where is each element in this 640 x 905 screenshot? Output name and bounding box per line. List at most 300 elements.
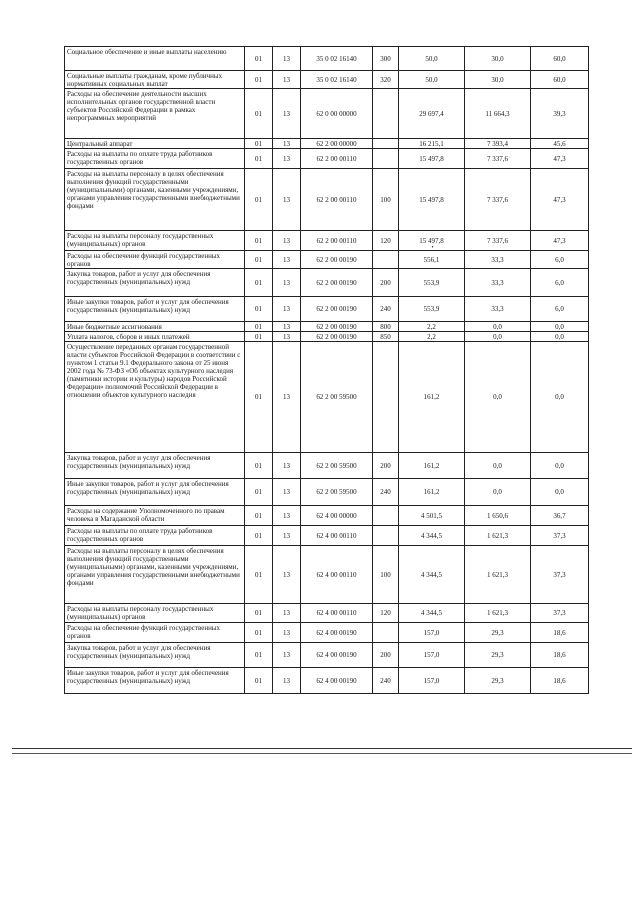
actual-amount-text: 29,3	[491, 651, 504, 659]
planned-amount-cell	[399, 297, 465, 322]
planned-amount-cell	[399, 47, 465, 71]
expense-type-cell	[373, 71, 399, 89]
execution-percent-cell	[531, 322, 589, 332]
row-name-text: Осуществление переданных органам государственной власти субъектов Российской Федерации в соответствии с пунктом 1 статьи 9.1 Федерального закона от 25 июня 2002 года № 73-ФЗ «Об объектах культурного наследия (памятники истории и культуры) народов Российской Федерации» полномочий Российской Федерации в отношении объектов культурного наследия	[67, 343, 241, 399]
subsection-code-cell	[273, 139, 301, 149]
planned-amount-cell	[399, 231, 465, 251]
planned-amount-text: 556,1	[423, 255, 440, 264]
section-code-text: 01	[255, 154, 262, 163]
actual-amount-cell	[465, 269, 531, 297]
expense-type-text: 120	[380, 609, 391, 617]
section-code-cell	[245, 546, 273, 604]
execution-percent-text: 47,3	[553, 236, 566, 245]
row-name-text: Иные бюджетные ассигнования	[67, 323, 162, 331]
planned-amount-text: 157,0	[423, 676, 440, 685]
actual-amount-text: 7 393,4	[487, 139, 508, 148]
row-name-text: Социальные выплаты гражданам, кроме публичных нормативных социальных выплат	[67, 72, 223, 88]
planned-amount-text: 553,9	[423, 305, 440, 313]
expense-type-text: 320	[380, 75, 391, 84]
row-name-text: Уплата налогов, сборов и иных платежей	[67, 333, 190, 341]
section-code-text: 01	[255, 488, 262, 496]
table-row	[65, 169, 589, 231]
table-row	[65, 139, 589, 149]
section-code-text: 01	[255, 651, 262, 659]
actual-amount-text: 1 621,3	[487, 570, 508, 579]
actual-amount-text: 0,0	[493, 393, 502, 401]
expense-type-cell	[373, 169, 399, 231]
actual-amount-cell	[465, 169, 531, 231]
expense-type-text: 200	[380, 461, 391, 470]
execution-percent-cell	[531, 453, 589, 479]
expense-type-text: 850	[380, 332, 391, 341]
row-name-text: Закупка товаров, работ и услуг для обеспечения государственных (муниципальных) нужд	[67, 454, 211, 470]
planned-amount-cell	[399, 546, 465, 604]
target-article-cell	[301, 332, 373, 342]
actual-amount-text: 7 337,6	[487, 236, 508, 245]
row-name-text: Иные закупки товаров, работ и услуг для обеспечения государственных (муниципальных) нужд	[67, 480, 229, 496]
target-article-text: 62 4 00 00000	[316, 511, 357, 520]
row-name-cell	[65, 297, 245, 322]
row-name-cell	[65, 643, 245, 668]
execution-percent-text: 0,0	[555, 488, 564, 496]
execution-percent-text: 37,3	[553, 609, 566, 617]
section-code-text: 01	[255, 322, 262, 331]
section-code-cell	[245, 453, 273, 479]
section-code-cell	[245, 643, 273, 668]
target-article-text: 62 4 00 00190	[316, 676, 357, 685]
table-row	[65, 71, 589, 89]
section-code-cell	[245, 332, 273, 342]
actual-amount-cell	[465, 506, 531, 526]
actual-amount-cell	[465, 342, 531, 453]
row-name-text: Расходы на обеспечение функций государственных органов	[67, 252, 221, 268]
subsection-code-text: 13	[283, 628, 290, 637]
section-code-cell	[245, 71, 273, 89]
execution-percent-cell	[531, 269, 589, 297]
subsection-code-text: 13	[283, 511, 290, 520]
row-name-text: Расходы на выплаты персоналу государственных (муниципальных) органов	[67, 232, 214, 248]
planned-amount-text: 2,2	[427, 322, 436, 331]
execution-percent-text: 6,0	[555, 255, 564, 264]
subsection-code-cell	[273, 251, 301, 269]
planned-amount-cell	[399, 623, 465, 643]
actual-amount-text: 0,0	[493, 488, 502, 496]
subsection-code-text: 13	[283, 676, 290, 685]
execution-percent-cell	[531, 526, 589, 546]
actual-amount-cell	[465, 332, 531, 342]
section-code-cell	[245, 604, 273, 623]
row-name-text: Закупка товаров, работ и услуг для обеспечения государственных (муниципальных) нужд	[67, 644, 211, 660]
target-article-text: 62 4 00 00190	[316, 651, 357, 659]
planned-amount-text: 161,2	[423, 393, 440, 401]
planned-amount-cell	[399, 604, 465, 623]
planned-amount-text: 2,2	[427, 332, 436, 341]
table-row	[65, 643, 589, 668]
planned-amount-cell	[399, 332, 465, 342]
row-name-cell	[65, 47, 245, 71]
table-row	[65, 231, 589, 251]
actual-amount-text: 0,0	[493, 332, 502, 341]
target-article-cell	[301, 269, 373, 297]
section-code-text: 01	[255, 609, 262, 617]
execution-percent-cell	[531, 71, 589, 89]
expense-type-text: 240	[380, 305, 391, 313]
execution-percent-text: 0,0	[555, 322, 564, 331]
expense-type-cell	[373, 139, 399, 149]
table-row	[65, 479, 589, 506]
execution-percent-text: 60,0	[553, 75, 566, 84]
section-code-cell	[245, 89, 273, 139]
section-code-cell	[245, 506, 273, 526]
actual-amount-cell	[465, 251, 531, 269]
section-code-text: 01	[255, 511, 262, 520]
target-article-cell	[301, 169, 373, 231]
row-name-text: Центральный аппарат	[67, 140, 133, 148]
execution-percent-text: 0,0	[555, 393, 564, 401]
footer-rule	[12, 748, 632, 749]
section-code-text: 01	[255, 54, 262, 63]
expense-type-text: 100	[380, 570, 391, 579]
expense-type-text: 100	[380, 195, 391, 204]
target-article-text: 62 2 00 00190	[316, 322, 357, 331]
planned-amount-cell	[399, 506, 465, 526]
target-article-cell	[301, 71, 373, 89]
table-row	[65, 668, 589, 694]
budget-table	[64, 46, 589, 694]
execution-percent-cell	[531, 479, 589, 506]
actual-amount-cell	[465, 453, 531, 479]
subsection-code-text: 13	[283, 109, 290, 118]
target-article-cell	[301, 89, 373, 139]
expense-type-text: 120	[380, 236, 391, 245]
expense-type-cell	[373, 322, 399, 332]
target-article-text: 62 4 00 00110	[316, 570, 357, 579]
section-code-cell	[245, 479, 273, 506]
actual-amount-text: 33,3	[491, 278, 504, 287]
execution-percent-text: 47,3	[553, 154, 566, 163]
row-name-cell	[65, 139, 245, 149]
actual-amount-text: 33,3	[491, 255, 504, 264]
target-article-cell	[301, 231, 373, 251]
table-row	[65, 47, 589, 71]
section-code-text: 01	[255, 531, 262, 540]
execution-percent-cell	[531, 139, 589, 149]
target-article-text: 62 4 00 00190	[316, 628, 357, 637]
target-article-cell	[301, 139, 373, 149]
target-article-cell	[301, 47, 373, 71]
row-name-cell	[65, 251, 245, 269]
target-article-text: 62 2 00 00190	[316, 305, 357, 313]
actual-amount-cell	[465, 668, 531, 694]
subsection-code-cell	[273, 453, 301, 479]
expense-type-cell	[373, 546, 399, 604]
subsection-code-cell	[273, 546, 301, 604]
subsection-code-text: 13	[283, 393, 290, 401]
planned-amount-cell	[399, 668, 465, 694]
row-name-cell	[65, 89, 245, 139]
subsection-code-text: 13	[283, 322, 290, 331]
actual-amount-cell	[465, 231, 531, 251]
actual-amount-text: 0,0	[493, 461, 502, 470]
table-row	[65, 322, 589, 332]
target-article-cell	[301, 668, 373, 694]
section-code-text: 01	[255, 570, 262, 579]
expense-type-text: 240	[380, 488, 391, 496]
execution-percent-cell	[531, 623, 589, 643]
execution-percent-text: 60,0	[553, 54, 566, 63]
row-name-cell	[65, 453, 245, 479]
row-name-cell	[65, 169, 245, 231]
subsection-code-text: 13	[283, 332, 290, 341]
table-row	[65, 342, 589, 453]
row-name-cell	[65, 526, 245, 546]
subsection-code-cell	[273, 623, 301, 643]
planned-amount-text: 15 497,8	[419, 154, 444, 163]
subsection-code-text: 13	[283, 139, 290, 148]
table-row	[65, 251, 589, 269]
row-name-text: Иные закупки товаров, работ и услуг для обеспечения государственных (муниципальных) нужд	[67, 298, 229, 314]
execution-percent-text: 45,6	[553, 139, 566, 148]
row-name-cell	[65, 231, 245, 251]
target-article-cell	[301, 604, 373, 623]
actual-amount-cell	[465, 89, 531, 139]
subsection-code-text: 13	[283, 609, 290, 617]
subsection-code-cell	[273, 71, 301, 89]
subsection-code-text: 13	[283, 75, 290, 84]
section-code-cell	[245, 139, 273, 149]
section-code-cell	[245, 251, 273, 269]
subsection-code-text: 13	[283, 236, 290, 245]
expense-type-cell	[373, 269, 399, 297]
row-name-cell	[65, 332, 245, 342]
section-code-cell	[245, 149, 273, 169]
section-code-text: 01	[255, 628, 262, 637]
subsection-code-cell	[273, 332, 301, 342]
planned-amount-text: 4 344,5	[421, 570, 442, 579]
planned-amount-cell	[399, 169, 465, 231]
budget-table-body	[65, 47, 589, 694]
section-code-text: 01	[255, 393, 262, 401]
subsection-code-text: 13	[283, 54, 290, 63]
subsection-code-cell	[273, 342, 301, 453]
planned-amount-text: 15 497,8	[419, 236, 444, 245]
table-row	[65, 297, 589, 322]
subsection-code-cell	[273, 149, 301, 169]
execution-percent-cell	[531, 251, 589, 269]
section-code-cell	[245, 231, 273, 251]
expense-type-cell	[373, 479, 399, 506]
planned-amount-text: 50,0	[425, 75, 438, 84]
actual-amount-cell	[465, 139, 531, 149]
expense-type-cell	[373, 231, 399, 251]
subsection-code-cell	[273, 269, 301, 297]
expense-type-cell	[373, 251, 399, 269]
execution-percent-text: 18,6	[553, 676, 566, 685]
row-name-text: Закупка товаров, работ и услуг для обеспечения государственных (муниципальных) нужд	[67, 270, 211, 286]
subsection-code-text: 13	[283, 154, 290, 163]
target-article-text: 62 4 00 00110	[316, 609, 357, 617]
actual-amount-text: 1 621,3	[487, 609, 508, 617]
target-article-text: 62 2 00 00000	[316, 139, 357, 148]
row-name-cell	[65, 623, 245, 643]
planned-amount-text: 553,9	[423, 278, 440, 287]
execution-percent-cell	[531, 47, 589, 71]
expense-type-cell	[373, 297, 399, 322]
expense-type-cell	[373, 604, 399, 623]
section-code-text: 01	[255, 305, 262, 313]
subsection-code-text: 13	[283, 570, 290, 579]
row-name-cell	[65, 604, 245, 623]
execution-percent-text: 37,3	[553, 570, 566, 579]
row-name-text: Расходы на выплаты персоналу государственных (муниципальных) органов	[67, 605, 214, 621]
planned-amount-cell	[399, 149, 465, 169]
subsection-code-text: 13	[283, 255, 290, 264]
execution-percent-text: 6,0	[555, 305, 564, 313]
table-row	[65, 526, 589, 546]
subsection-code-text: 13	[283, 488, 290, 496]
actual-amount-text: 1 650,6	[487, 511, 508, 520]
actual-amount-cell	[465, 623, 531, 643]
section-code-text: 01	[255, 676, 262, 685]
table-row	[65, 453, 589, 479]
target-article-cell	[301, 546, 373, 604]
execution-percent-text: 18,6	[553, 628, 566, 637]
section-code-text: 01	[255, 139, 262, 148]
target-article-text: 62 2 00 00110	[316, 154, 357, 163]
actual-amount-cell	[465, 546, 531, 604]
execution-percent-text: 36,7	[553, 511, 566, 520]
row-name-text: Расходы на выплаты по оплате труда работников государственных органов	[67, 150, 213, 166]
section-code-cell	[245, 169, 273, 231]
execution-percent-text: 18,6	[553, 651, 566, 659]
actual-amount-text: 1 621,3	[487, 531, 508, 540]
expense-type-cell	[373, 332, 399, 342]
actual-amount-text: 7 337,6	[487, 195, 508, 204]
target-article-text: 62 2 00 00190	[316, 332, 357, 341]
target-article-text: 62 2 00 00110	[316, 236, 357, 245]
actual-amount-cell	[465, 604, 531, 623]
section-code-cell	[245, 623, 273, 643]
expense-type-cell	[373, 526, 399, 546]
planned-amount-text: 4 501,5	[421, 511, 442, 520]
subsection-code-cell	[273, 169, 301, 231]
execution-percent-text: 0,0	[555, 461, 564, 470]
table-row	[65, 506, 589, 526]
execution-percent-cell	[531, 169, 589, 231]
planned-amount-text: 16 215,1	[419, 139, 444, 148]
expense-type-cell	[373, 89, 399, 139]
row-name-cell	[65, 342, 245, 453]
row-name-text: Расходы на содержание Уполномоченного по правам человека в Магаданской области	[67, 507, 225, 523]
row-name-text: Социальное обеспечение и иные выплаты населению	[67, 48, 227, 56]
row-name-cell	[65, 149, 245, 169]
actual-amount-text: 7 337,6	[487, 154, 508, 163]
subsection-code-text: 13	[283, 651, 290, 659]
planned-amount-text: 157,0	[423, 628, 440, 637]
planned-amount-text: 4 344,5	[421, 609, 442, 617]
section-code-cell	[245, 526, 273, 546]
actual-amount-cell	[465, 297, 531, 322]
planned-amount-cell	[399, 89, 465, 139]
execution-percent-cell	[531, 332, 589, 342]
expense-type-cell	[373, 623, 399, 643]
target-article-text: 62 2 00 00190	[316, 278, 357, 287]
expense-type-text: 800	[380, 322, 391, 331]
row-name-cell	[65, 479, 245, 506]
execution-percent-text: 6,0	[555, 278, 564, 287]
execution-percent-cell	[531, 149, 589, 169]
row-name-text: Расходы на обеспечение деятельности высших исполнительных органов государственной власти субъектов Российской Федерации в рамках непрограммных мероприятий	[67, 90, 216, 122]
target-article-cell	[301, 643, 373, 668]
planned-amount-cell	[399, 479, 465, 506]
actual-amount-cell	[465, 71, 531, 89]
section-code-text: 01	[255, 278, 262, 287]
target-article-cell	[301, 453, 373, 479]
actual-amount-text: 11 664,3	[485, 109, 510, 118]
target-article-text: 62 2 00 59500	[316, 488, 357, 496]
planned-amount-text: 4 344,5	[421, 531, 442, 540]
subsection-code-text: 13	[283, 461, 290, 470]
execution-percent-text: 37,3	[553, 531, 566, 540]
actual-amount-cell	[465, 526, 531, 546]
target-article-cell	[301, 322, 373, 332]
actual-amount-cell	[465, 47, 531, 71]
row-name-cell	[65, 322, 245, 332]
target-article-cell	[301, 506, 373, 526]
section-code-cell	[245, 668, 273, 694]
subsection-code-cell	[273, 668, 301, 694]
row-name-cell	[65, 668, 245, 694]
expense-type-cell	[373, 643, 399, 668]
target-article-text: 62 2 00 59500	[316, 461, 357, 470]
target-article-cell	[301, 623, 373, 643]
table-row	[65, 623, 589, 643]
section-code-cell	[245, 322, 273, 332]
actual-amount-cell	[465, 322, 531, 332]
table-row	[65, 546, 589, 604]
section-code-text: 01	[255, 236, 262, 245]
subsection-code-text: 13	[283, 278, 290, 287]
subsection-code-cell	[273, 479, 301, 506]
actual-amount-cell	[465, 643, 531, 668]
row-name-text: Расходы на обеспечение функций государственных органов	[67, 624, 221, 640]
table-row	[65, 332, 589, 342]
subsection-code-text: 13	[283, 531, 290, 540]
planned-amount-cell	[399, 269, 465, 297]
planned-amount-text: 161,2	[423, 488, 440, 496]
subsection-code-cell	[273, 643, 301, 668]
row-name-cell	[65, 71, 245, 89]
section-code-cell	[245, 269, 273, 297]
planned-amount-text: 161,2	[423, 461, 440, 470]
planned-amount-text: 15 497,8	[419, 195, 444, 204]
subsection-code-text: 13	[283, 195, 290, 204]
section-code-cell	[245, 47, 273, 71]
row-name-text: Иные закупки товаров, работ и услуг для обеспечения государственных (муниципальных) нужд	[67, 669, 229, 685]
planned-amount-cell	[399, 342, 465, 453]
table-row	[65, 89, 589, 139]
target-article-cell	[301, 149, 373, 169]
expense-type-cell	[373, 342, 399, 453]
target-article-text: 62 4 00 00110	[316, 531, 357, 540]
subsection-code-text: 13	[283, 305, 290, 313]
target-article-text: 62 2 00 59500	[316, 393, 357, 401]
subsection-code-cell	[273, 322, 301, 332]
actual-amount-text: 30,0	[491, 75, 504, 84]
section-code-cell	[245, 297, 273, 322]
row-name-text: Расходы на выплаты персоналу в целях обеспечения выполнения функций государственными (муниципальными) органами, казенными учреждениями, органами управления государственными внебюджетными фондами	[67, 170, 240, 210]
target-article-text: 35 0 02 16140	[316, 75, 357, 84]
